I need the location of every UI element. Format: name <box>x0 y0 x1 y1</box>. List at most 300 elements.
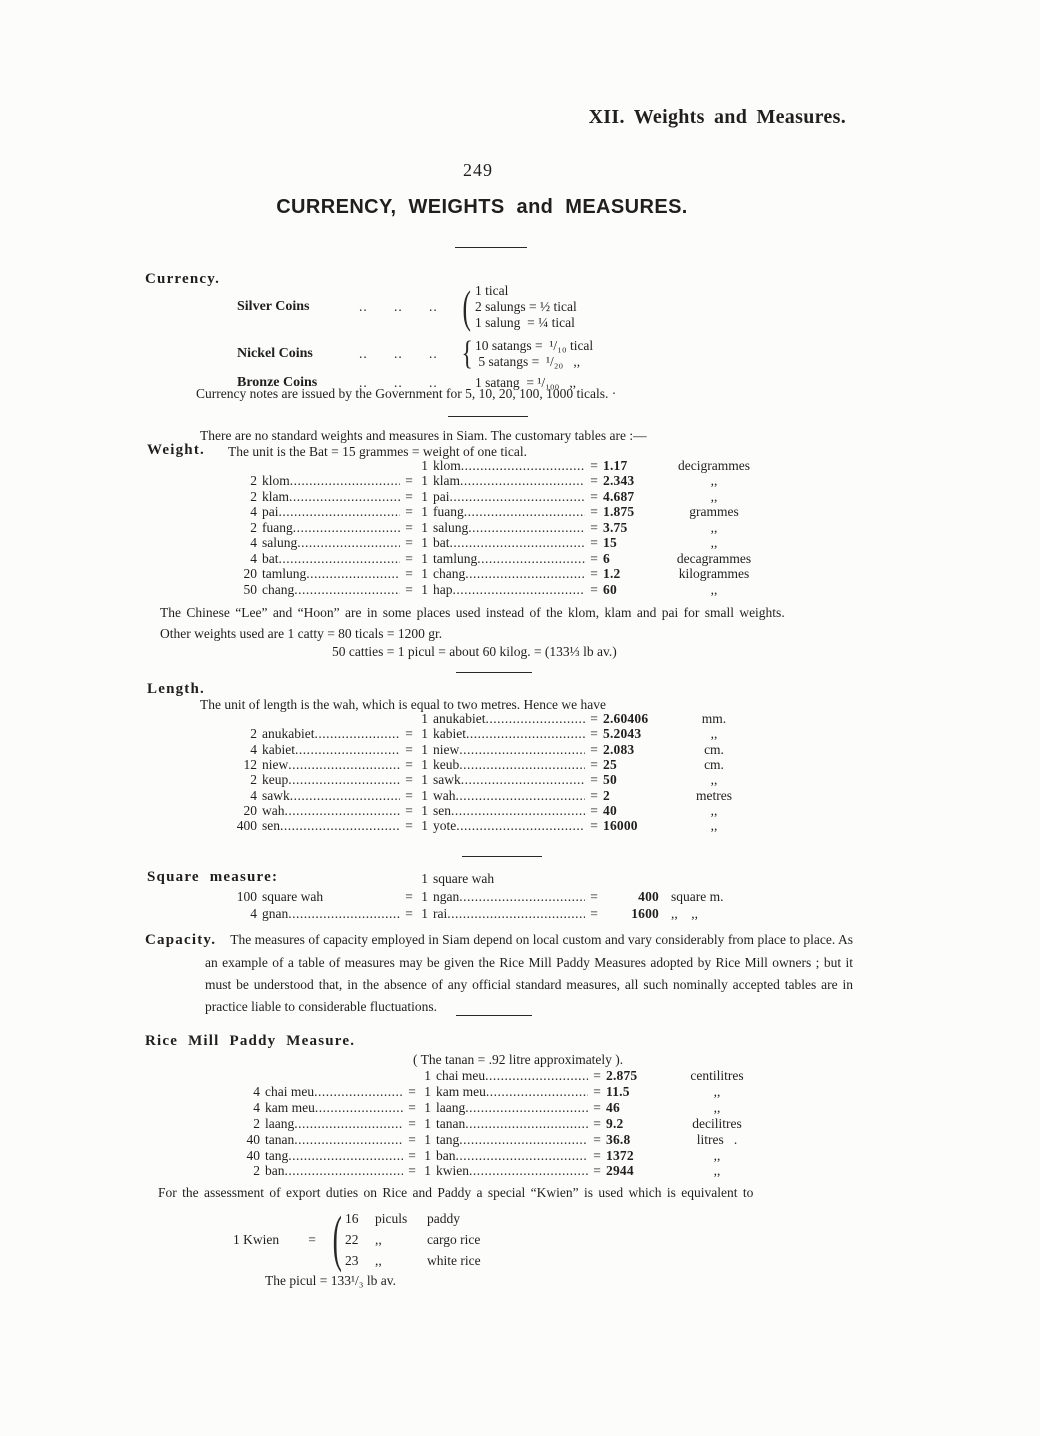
coin-equivalences <box>475 283 577 331</box>
qty-left: 2 <box>250 772 257 788</box>
equals-sign: = <box>590 535 598 551</box>
unit-left: laang ..... <box>265 1116 403 1132</box>
dot-leader <box>288 1148 403 1164</box>
equals-sign: = <box>590 519 598 535</box>
equals-sign: = <box>590 550 598 566</box>
qty-left: 4 <box>250 741 257 757</box>
table-row <box>225 473 769 488</box>
metric-value: 400 <box>638 888 659 904</box>
unit-left: sen ..... <box>262 818 400 833</box>
unit-mid: bat ..... <box>433 535 585 550</box>
metric-value: 2.875 <box>606 1068 638 1083</box>
unit-left: klam ..... <box>262 489 400 504</box>
unit-left: klom ..... <box>262 473 400 488</box>
dot-leader <box>485 1068 588 1084</box>
unit-left: sawk ..... <box>262 788 400 803</box>
equals-sign: = <box>593 1083 601 1099</box>
coin-table <box>237 280 593 391</box>
qty-left: 4 <box>250 550 257 566</box>
section-divider-rule <box>456 1015 532 1016</box>
section-divider-rule <box>448 416 528 417</box>
coin-label: Bronze Coins <box>237 375 318 390</box>
unit-mid: square wah <box>433 871 495 886</box>
equals-sign: = <box>408 1131 416 1147</box>
kwien-unit: piculs <box>375 1211 408 1226</box>
coin-line: 10 satangs = ¹/₁₀ tical <box>475 338 594 353</box>
table-row <box>225 818 769 833</box>
kwien-row <box>345 1250 481 1271</box>
qty-mid: 1 <box>421 473 428 489</box>
running-header: XII. Weights and Measures. <box>588 106 846 128</box>
section-divider-rule <box>462 856 542 857</box>
unit-left: ban ..... <box>265 1163 403 1179</box>
equals-sign: = <box>405 726 413 742</box>
dot-leader <box>285 1163 404 1179</box>
equals-sign: = <box>408 1083 416 1099</box>
qty-left: 40 <box>246 1131 260 1147</box>
equals-sign: = <box>593 1099 601 1115</box>
kwien-commodity: cargo rice <box>427 1232 481 1247</box>
dot-leader <box>294 1116 403 1132</box>
equals-sign: = <box>593 1131 601 1147</box>
qty-mid: 1 <box>421 772 428 788</box>
tanan-note: ( The tanan = .92 litre approximately ). <box>413 1052 624 1067</box>
equals-sign: = <box>590 726 598 742</box>
qty-mid: 1 <box>421 488 428 504</box>
table-row <box>228 1163 772 1179</box>
kwien-qty: 23 <box>345 1253 359 1268</box>
equals-sign: = <box>405 888 413 904</box>
unit-mid: sen ..... <box>433 803 585 818</box>
section-divider-rule <box>456 672 532 673</box>
dot-leader <box>285 803 401 818</box>
qty-mid: 1 <box>424 1147 431 1163</box>
qty-left: 20 <box>243 803 257 819</box>
qty-left: 4 <box>250 906 257 922</box>
equals-sign: = <box>405 550 413 566</box>
equals-sign: = <box>405 803 413 819</box>
equals-sign: = <box>408 1099 416 1115</box>
capacity-heading: Capacity. <box>145 932 217 948</box>
metric-value: 2.343 <box>603 473 635 489</box>
qty-mid: 1 <box>421 818 428 834</box>
table-row <box>225 757 769 772</box>
metric-value: 6 <box>603 550 610 566</box>
equals-sign: = <box>405 504 413 520</box>
unit-left: salung ..... <box>262 535 400 550</box>
metric-unit: kilogrammes <box>678 566 750 582</box>
metric-value: 2.083 <box>603 741 635 757</box>
unit-left: chang ..... <box>262 582 400 597</box>
table-row <box>225 504 769 519</box>
table-row <box>228 1116 772 1132</box>
qty-mid: 1 <box>424 1115 431 1131</box>
qty-left: 2 <box>250 473 257 489</box>
table-row <box>225 726 769 741</box>
page-title: CURRENCY, WEIGHTS and MEASURES. <box>276 196 688 218</box>
table-row <box>225 520 769 535</box>
qty-mid: 1 <box>424 1131 431 1147</box>
metric-value: 3.75 <box>603 519 628 535</box>
metric-value: 2.60406 <box>603 711 649 726</box>
equals-sign: = <box>590 488 598 504</box>
qty-left: 4 <box>250 535 257 551</box>
metric-value: 1.2 <box>603 566 621 582</box>
table-row <box>225 489 769 504</box>
metric-value: 60 <box>603 581 617 597</box>
unit-mid: kam meu ..... <box>436 1084 588 1100</box>
unit-mid: salung ..... <box>433 520 585 535</box>
equals-sign: = <box>405 787 413 803</box>
dot-leader <box>294 1132 403 1148</box>
table-row <box>225 888 801 906</box>
equals-sign: = <box>593 1147 601 1163</box>
qty-mid: 1 <box>421 711 428 726</box>
dot-leader <box>459 1132 588 1148</box>
metric-unit: ,, <box>710 818 718 834</box>
table-row <box>228 1068 772 1084</box>
qty-left: 2 <box>250 726 257 742</box>
unit-mid: yote ..... <box>433 818 585 833</box>
dot-leader <box>314 1084 403 1100</box>
coin-line: 2 salungs = ½ tical <box>475 298 577 314</box>
dot-leader <box>297 535 400 550</box>
coin-line: 1 salung = ¼ tical <box>475 314 575 330</box>
dot-leader <box>456 1148 589 1164</box>
unit-left: fuang ..... <box>262 520 400 535</box>
qty-mid: 1 <box>421 566 428 582</box>
unit-mid: tamlung ..... <box>433 551 585 566</box>
unit-mid: hap ..... <box>433 582 585 597</box>
unit-mid: ngan ..... <box>433 888 585 906</box>
qty-mid: 1 <box>421 458 428 473</box>
rice-mill-heading: Rice Mill Paddy Measure. <box>145 1033 356 1049</box>
weight-note-3: 50 catties = 1 picul = about 60 kilog. = (133⅓ lb av.) <box>332 644 617 659</box>
metric-unit: decigrammes <box>678 458 750 473</box>
brace-icon <box>327 1204 345 1275</box>
currency-notes-line: Currency notes are issued by the Government for 5, 10, 20, 100, 1000 ticals. · <box>196 386 617 401</box>
qty-left: 20 <box>243 566 257 582</box>
weight-heading: Weight. <box>147 442 205 458</box>
equals-sign: = <box>405 757 413 773</box>
dot-leader <box>288 905 400 923</box>
kwien-commodity: paddy <box>427 1211 460 1226</box>
table-row <box>225 566 769 581</box>
metric-value: 1.17 <box>603 458 628 473</box>
dot-leader <box>295 742 400 757</box>
square-measure-heading: Square measure: <box>147 869 279 885</box>
coin-line: 1 satang = ¹/₁₀₀ ,, <box>475 375 577 390</box>
metric-value: 9.2 <box>606 1115 624 1131</box>
weight-note-2: Other weights used are 1 catty = 80 ticals = 1200 gr. <box>160 626 443 641</box>
unit-mid: fuang ..... <box>433 504 585 519</box>
equals-sign: = <box>590 888 598 904</box>
table-row <box>225 742 769 757</box>
qty-left: 400 <box>236 818 257 834</box>
equals-sign: = <box>590 458 598 473</box>
capacity-paragraph <box>145 929 853 1018</box>
kwien-label: 1 Kwien <box>233 1231 280 1247</box>
equals-sign: = <box>593 1163 601 1179</box>
qty-left: 2 <box>250 519 257 535</box>
metric-value: 4.687 <box>603 488 635 504</box>
equals-sign: = <box>408 1147 416 1163</box>
metric-value: 11.5 <box>606 1083 630 1099</box>
dot-leader <box>456 788 586 803</box>
dot-leader <box>460 473 585 488</box>
dot-leader <box>461 458 585 473</box>
dot-leader <box>456 818 585 833</box>
unit-mid: chang ..... <box>433 566 585 581</box>
page-number: 249 <box>463 160 493 180</box>
dot-leader <box>450 489 586 504</box>
dot-leader <box>279 504 401 519</box>
table-row <box>228 1100 772 1116</box>
qty-mid: 1 <box>421 550 428 566</box>
equals-sign: = <box>590 581 598 597</box>
equals-sign: = <box>408 1115 416 1131</box>
unit-mid: ban ..... <box>436 1148 588 1164</box>
equals-sign: = <box>590 741 598 757</box>
coin-group-nickel <box>237 335 593 373</box>
equals-sign: = <box>405 488 413 504</box>
metric-unit: ,, <box>710 519 718 535</box>
metric-unit: decilitres <box>692 1115 742 1131</box>
unit-left: keup ..... <box>262 772 400 787</box>
unit-left: gnan ..... <box>262 905 400 923</box>
coin-group-silver <box>237 280 593 333</box>
unit-mid: klom ..... <box>433 458 585 473</box>
dot-leader <box>450 535 586 550</box>
equals-sign: = <box>405 906 413 922</box>
kwien-commodity: white rice <box>427 1253 481 1268</box>
equals-sign: = <box>590 504 598 520</box>
equals-sign: = <box>590 787 598 803</box>
unit-left: pai ..... <box>262 504 400 519</box>
brace-icon <box>459 280 475 333</box>
equals-sign: = <box>590 906 598 922</box>
metric-unit: grammes <box>689 504 739 520</box>
dot-leader <box>459 742 585 757</box>
equals-sign: = <box>408 1163 416 1179</box>
metric-unit: ,, <box>710 488 718 504</box>
metric-value: 25 <box>603 757 617 773</box>
qty-left: 4 <box>250 504 257 520</box>
kwien-qty: 22 <box>345 1232 359 1247</box>
coin-line: 1 tical <box>475 282 509 298</box>
metric-unit: ,, <box>710 726 718 742</box>
unit-left: kam meu ..... <box>265 1100 403 1116</box>
dot-leader <box>293 520 400 535</box>
qty-mid: 1 <box>424 1099 431 1115</box>
qty-left: 100 <box>236 888 257 904</box>
dot-leader <box>290 473 400 488</box>
table-row <box>225 772 769 787</box>
dot-leader <box>447 905 585 923</box>
qty-mid: 1 <box>421 535 428 551</box>
metric-value: 15 <box>603 535 617 551</box>
equals-sign: = <box>405 535 413 551</box>
metric-unit: ,, <box>713 1163 721 1179</box>
table-row <box>225 458 769 473</box>
table-row <box>228 1084 772 1100</box>
qty-mid: 1 <box>421 741 428 757</box>
dot-leader: .. .. .. <box>359 298 438 314</box>
equals-sign: = <box>593 1115 601 1131</box>
equals-sign: = <box>405 519 413 535</box>
table-row <box>225 905 801 923</box>
qty-mid: 1 <box>421 504 428 520</box>
metric-value: 1.875 <box>603 504 635 520</box>
unit-mid: klam ..... <box>433 473 585 488</box>
metric-value: 2 <box>603 787 610 803</box>
dot-leader: .. .. .. <box>359 375 438 390</box>
weight-note-1: The Chinese “Lee” and “Hoon” are in some places used instead of the klom, klam and pai for small weights. <box>160 605 785 620</box>
unit-left: anukabiet ..... <box>262 726 400 741</box>
title-divider-rule <box>455 247 527 248</box>
dot-leader <box>465 1116 588 1132</box>
unit-left: wah ..... <box>262 803 400 818</box>
dot-leader <box>477 551 585 566</box>
equals-sign: = <box>590 711 598 726</box>
qty-mid: 1 <box>424 1083 431 1099</box>
metric-unit: ,, <box>713 1147 721 1163</box>
metric-unit: ,, ,, <box>671 906 698 922</box>
unit-mid: rai ..... <box>433 905 585 923</box>
metric-unit: ,, <box>710 473 718 489</box>
unit-left: chai meu ..... <box>265 1084 403 1100</box>
dot-leader <box>294 582 400 597</box>
qty-left: 4 <box>253 1083 260 1099</box>
qty-mid: 1 <box>421 519 428 535</box>
coin-label: Nickel Coins <box>237 346 313 361</box>
metric-unit: decagrammes <box>676 550 752 566</box>
equals-sign: = <box>590 772 598 788</box>
weights-intro-line: There are no standard weights and measures in Siam. The customary tables are :— <box>200 428 647 443</box>
kwien-equivalence-block <box>233 1204 481 1275</box>
unit-left: tanan ..... <box>265 1132 403 1148</box>
export-duty-line: For the assessment of export duties on Rice and Paddy a special “Kwien” is used which is equivalent to <box>158 1185 754 1200</box>
metric-value: 16000 <box>603 818 638 834</box>
coin-line: 5 satangs = ¹/₂₀ ,, <box>475 354 581 369</box>
qty-mid: 1 <box>421 871 428 886</box>
dot-leader <box>464 504 585 519</box>
metric-unit: ,, <box>710 772 718 788</box>
metric-unit: ,, <box>713 1083 721 1099</box>
metric-unit: ,, <box>713 1099 721 1115</box>
table-row <box>228 1132 772 1148</box>
unit-left: kabiet ..... <box>262 742 400 757</box>
qty-mid: 1 <box>421 757 428 773</box>
dot-leader <box>461 772 585 787</box>
equals-sign: = <box>405 581 413 597</box>
dot-leader <box>280 818 400 833</box>
dot-leader <box>485 711 585 726</box>
unit-mid: tang ..... <box>436 1132 588 1148</box>
dot-leader <box>468 520 585 535</box>
unit-mid: niew ..... <box>433 742 585 757</box>
metric-value: 36.8 <box>606 1131 631 1147</box>
metric-value: 1372 <box>606 1147 634 1163</box>
dot-leader <box>290 788 400 803</box>
capacity-text: The measures of capacity employed in Siam depend on local custom and vary considerably from place to place. As an example of a table of measures may be given the Rice Mill Paddy Measures adopted by Rice Mill owners ; but it must be understood that, in the absence of any official standard measures, all such nominally accepted tables are in practice liable to considerable fluctuations. <box>205 932 853 1014</box>
qty-mid: 1 <box>421 906 428 922</box>
equals-sign: = <box>405 566 413 582</box>
unit-mid: laang ..... <box>436 1100 588 1116</box>
metric-unit: cm. <box>704 741 724 757</box>
kwien-rows <box>345 1208 481 1271</box>
unit-left: bat ..... <box>262 551 400 566</box>
kwien-unit: ,, <box>375 1232 382 1247</box>
equals-sign: = <box>308 1231 316 1247</box>
metric-unit: ,, <box>710 535 718 551</box>
unit-mid: chai meu ..... <box>436 1068 588 1084</box>
brace-icon <box>459 335 475 373</box>
qty-mid: 1 <box>421 803 428 819</box>
equals-sign: = <box>590 757 598 773</box>
equals-sign: = <box>405 772 413 788</box>
coin-label: Silver Coins <box>237 298 310 314</box>
metric-value: 40 <box>603 803 617 819</box>
dot-leader <box>279 551 401 566</box>
dot-leader <box>459 757 585 772</box>
metric-value: 2944 <box>606 1163 634 1179</box>
dot-leader <box>288 772 400 787</box>
metric-unit: ,, <box>710 803 718 819</box>
kwien-row <box>345 1208 481 1229</box>
dot-leader <box>453 582 586 597</box>
weight-table <box>225 458 769 597</box>
square-measure-table <box>225 870 801 923</box>
metric-unit: ,, <box>710 581 718 597</box>
metric-unit: mm. <box>701 711 727 726</box>
equals-sign: = <box>405 818 413 834</box>
table-row <box>225 582 769 597</box>
qty-left: 4 <box>250 787 257 803</box>
equals-sign: = <box>590 566 598 582</box>
dot-leader <box>314 726 400 741</box>
qty-left: 2 <box>253 1115 260 1131</box>
picul-note: The picul = 133¹/₃ lb av. <box>265 1273 396 1288</box>
qty-mid: 1 <box>421 787 428 803</box>
dot-leader <box>459 888 585 906</box>
qty-left: 2 <box>250 488 257 504</box>
rice-mill-table <box>228 1068 772 1179</box>
length-intro-line: The unit of length is the wah, which is equal to two metres. Hence we have <box>200 697 607 712</box>
dot-leader <box>469 1163 588 1179</box>
dot-leader: .. .. .. <box>359 346 438 361</box>
qty-left: 12 <box>243 757 257 773</box>
metric-value: 46 <box>606 1099 620 1115</box>
qty-mid: 1 <box>421 888 428 904</box>
table-row <box>225 803 769 818</box>
equals-sign: = <box>405 741 413 757</box>
equals-sign: = <box>590 803 598 819</box>
coin-equivalences <box>475 338 593 370</box>
dot-leader <box>315 1100 403 1116</box>
equals-sign: = <box>590 473 598 489</box>
table-row <box>225 711 769 726</box>
qty-left: 4 <box>253 1099 260 1115</box>
unit-mid: kabiet ..... <box>433 726 585 741</box>
unit-mid: kwien ..... <box>436 1163 588 1179</box>
kwien-row <box>345 1229 481 1250</box>
metric-unit: metres <box>696 787 732 803</box>
equals-sign: = <box>593 1068 601 1083</box>
qty-mid: 1 <box>421 726 428 742</box>
dot-leader <box>289 489 400 504</box>
qty-left: 40 <box>246 1147 260 1163</box>
